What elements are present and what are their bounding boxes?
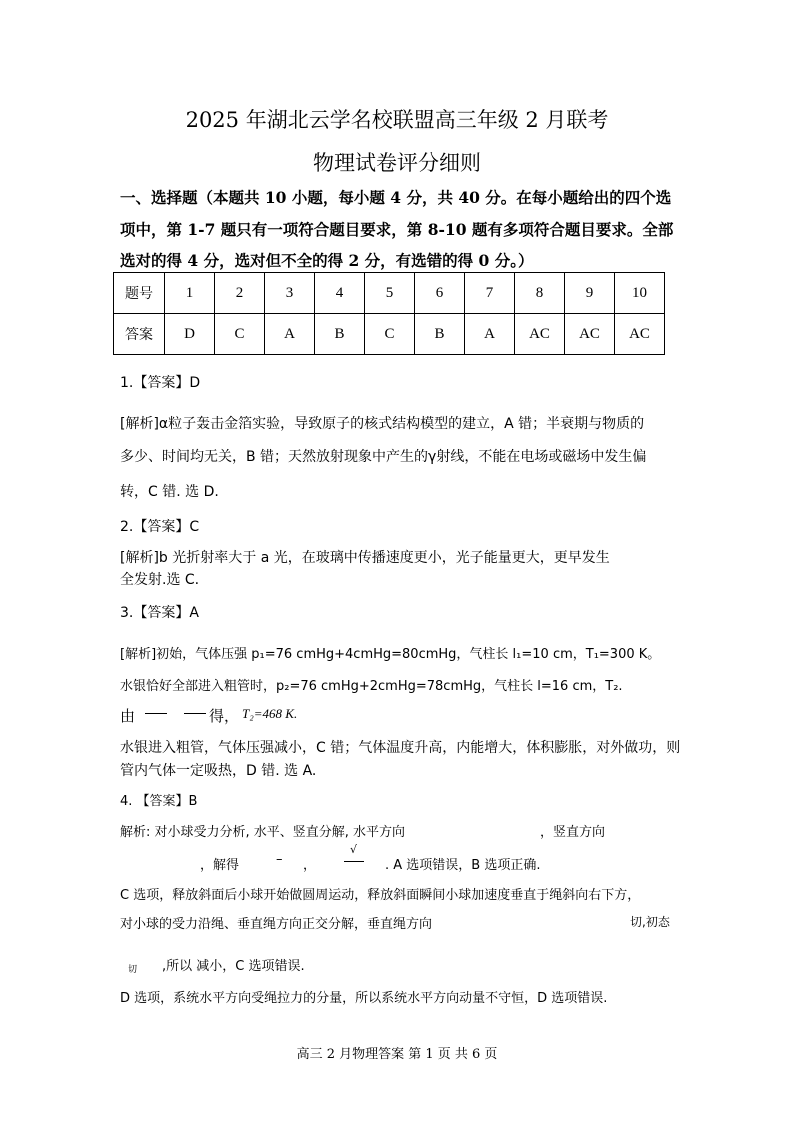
table-cell: AC: [565, 314, 615, 355]
table-cell: D: [165, 314, 215, 355]
q4-minus-sign: –: [276, 852, 283, 867]
table-row-answers: [114, 314, 665, 355]
q1-explanation-line1: [解析]α粒子轰击金箔实验，导致原子的核式结构模型的建立，A 错；半衰期与物质的: [120, 416, 645, 432]
q1-explanation-line3: 转，C 错. 选 D.: [120, 484, 219, 500]
table-header-question: 题号: [114, 273, 165, 314]
answer-table: [113, 272, 665, 355]
q3-answer-heading: 3.【答案】A: [120, 605, 199, 621]
table-cell: 6: [415, 273, 465, 314]
table-cell: AC: [515, 314, 565, 355]
table-header-answer: 答案: [114, 314, 165, 355]
q4-explanation-line6: D 选项，系统水平方向受绳拉力的分量，所以系统水平方向动量不守恒，D 选项错误.: [120, 991, 608, 1006]
q4-explanation-line2e: . A 选项错误，B 选项正确.: [385, 858, 541, 873]
q4-answer-heading: 4. 【答案】B: [120, 794, 198, 809]
table-cell: A: [265, 314, 315, 355]
q4-explanation-line4b: 切,初态: [630, 915, 670, 929]
q4-explanation-line4a: 对小球的受力沿绳、垂直绳方向正交分解，垂直绳方向: [120, 917, 433, 932]
q1-explanation-line2: 多少、时间均无关，B 错；天然放射现象中产生的γ射线，不能在电场或磁场中发生偏: [120, 449, 647, 465]
q4-explanation-line2a: ，解得: [200, 858, 240, 873]
q2-answer-heading: 2.【答案】C: [120, 519, 200, 535]
q3-fraction-bar-2: [184, 713, 206, 714]
q4-explanation-line3: C 选项，释放斜面后小球开始做圆周运动，释放斜面瞬间小球加速度垂直于绳斜向右下方，: [120, 888, 641, 903]
q3-from-label: 由: [120, 707, 136, 725]
table-cell: 10: [615, 273, 665, 314]
table-cell: AC: [615, 314, 665, 355]
q3-explanation-line5: 管内气体一定吸热，D 错. 选 A.: [120, 763, 317, 779]
table-cell: C: [215, 314, 265, 355]
table-cell: 3: [265, 273, 315, 314]
table-cell: B: [415, 314, 465, 355]
table-cell: 1: [165, 273, 215, 314]
q4-fraction-bar: [344, 861, 364, 862]
page-footer: 高三 2 月物理答案 第 1 页 共 6 页: [296, 1047, 498, 1062]
page-subtitle: 物理试卷评分细则: [313, 151, 481, 175]
table-row-numbers: [114, 273, 665, 314]
table-cell: B: [315, 314, 365, 355]
table-cell: 4: [315, 273, 365, 314]
q4-comma: ，: [303, 858, 317, 873]
q4-explanation-line5: ,所以 减小，C 选项错误.: [162, 959, 305, 974]
table-cell: 5: [365, 273, 415, 314]
q4-sqrt-sign: √: [350, 843, 358, 856]
page-title: 2025 年湖北云学名校联盟高三年级 2 月联考: [185, 108, 609, 132]
section-instructions-line3: 选对的得 4 分，选对但不全的得 2 分，有选错的得 0 分。）: [120, 251, 534, 270]
q3-fraction-bar-1: [145, 713, 167, 714]
q3-explanation-line2: 水银恰好全部进入粗管时，p₂=76 cmHg+2cmHg=78cmHg，气柱长 l=16 cm，T₂.: [120, 679, 623, 694]
table-cell: 2: [215, 273, 265, 314]
q2-explanation-line2: 全发射.选 C.: [120, 572, 200, 588]
q3-explanation-line1: [解析]初始，气体压强 p₁=76 cmHg+4cmHg=80cmHg，气柱长 l₁=10 cm，T₁=300 K。: [120, 647, 661, 662]
table-cell: 8: [515, 273, 565, 314]
q4-subscript-label: 切: [128, 965, 138, 975]
q3-result-value: T₂=468 K.: [242, 706, 298, 721]
q2-explanation-line1: [解析]b 光折射率大于 a 光，在玻璃中传播速度更小，光子能量更大，更早发生: [120, 550, 610, 566]
q3-result-label: 得，: [209, 707, 240, 725]
table-cell: 9: [565, 273, 615, 314]
table-cell: 7: [465, 273, 515, 314]
section-instructions-line2: 项中，第 1-7 题只有一项符合题目要求，第 8-10 题有多项符合题目要求。全部: [120, 220, 674, 239]
section-instructions-line1: 一、选择题（本题共 10 小题，每小题 4 分，共 40 分。在每小题给出的四个选: [120, 188, 672, 207]
q4-explanation-line1a: 解析: 对小球受力分析, 水平、竖直分解, 水平方向: [120, 825, 406, 840]
q4-explanation-line1b: ，竖直方向: [540, 825, 606, 840]
q1-answer-heading: 1.【答案】D: [120, 375, 201, 391]
q3-explanation-line4: 水银进入粗管，气体压强减小，C 错；气体温度升高，内能增大，体积膨胀，对外做功，则: [120, 740, 681, 756]
table-cell: C: [365, 314, 415, 355]
table-cell: A: [465, 314, 515, 355]
